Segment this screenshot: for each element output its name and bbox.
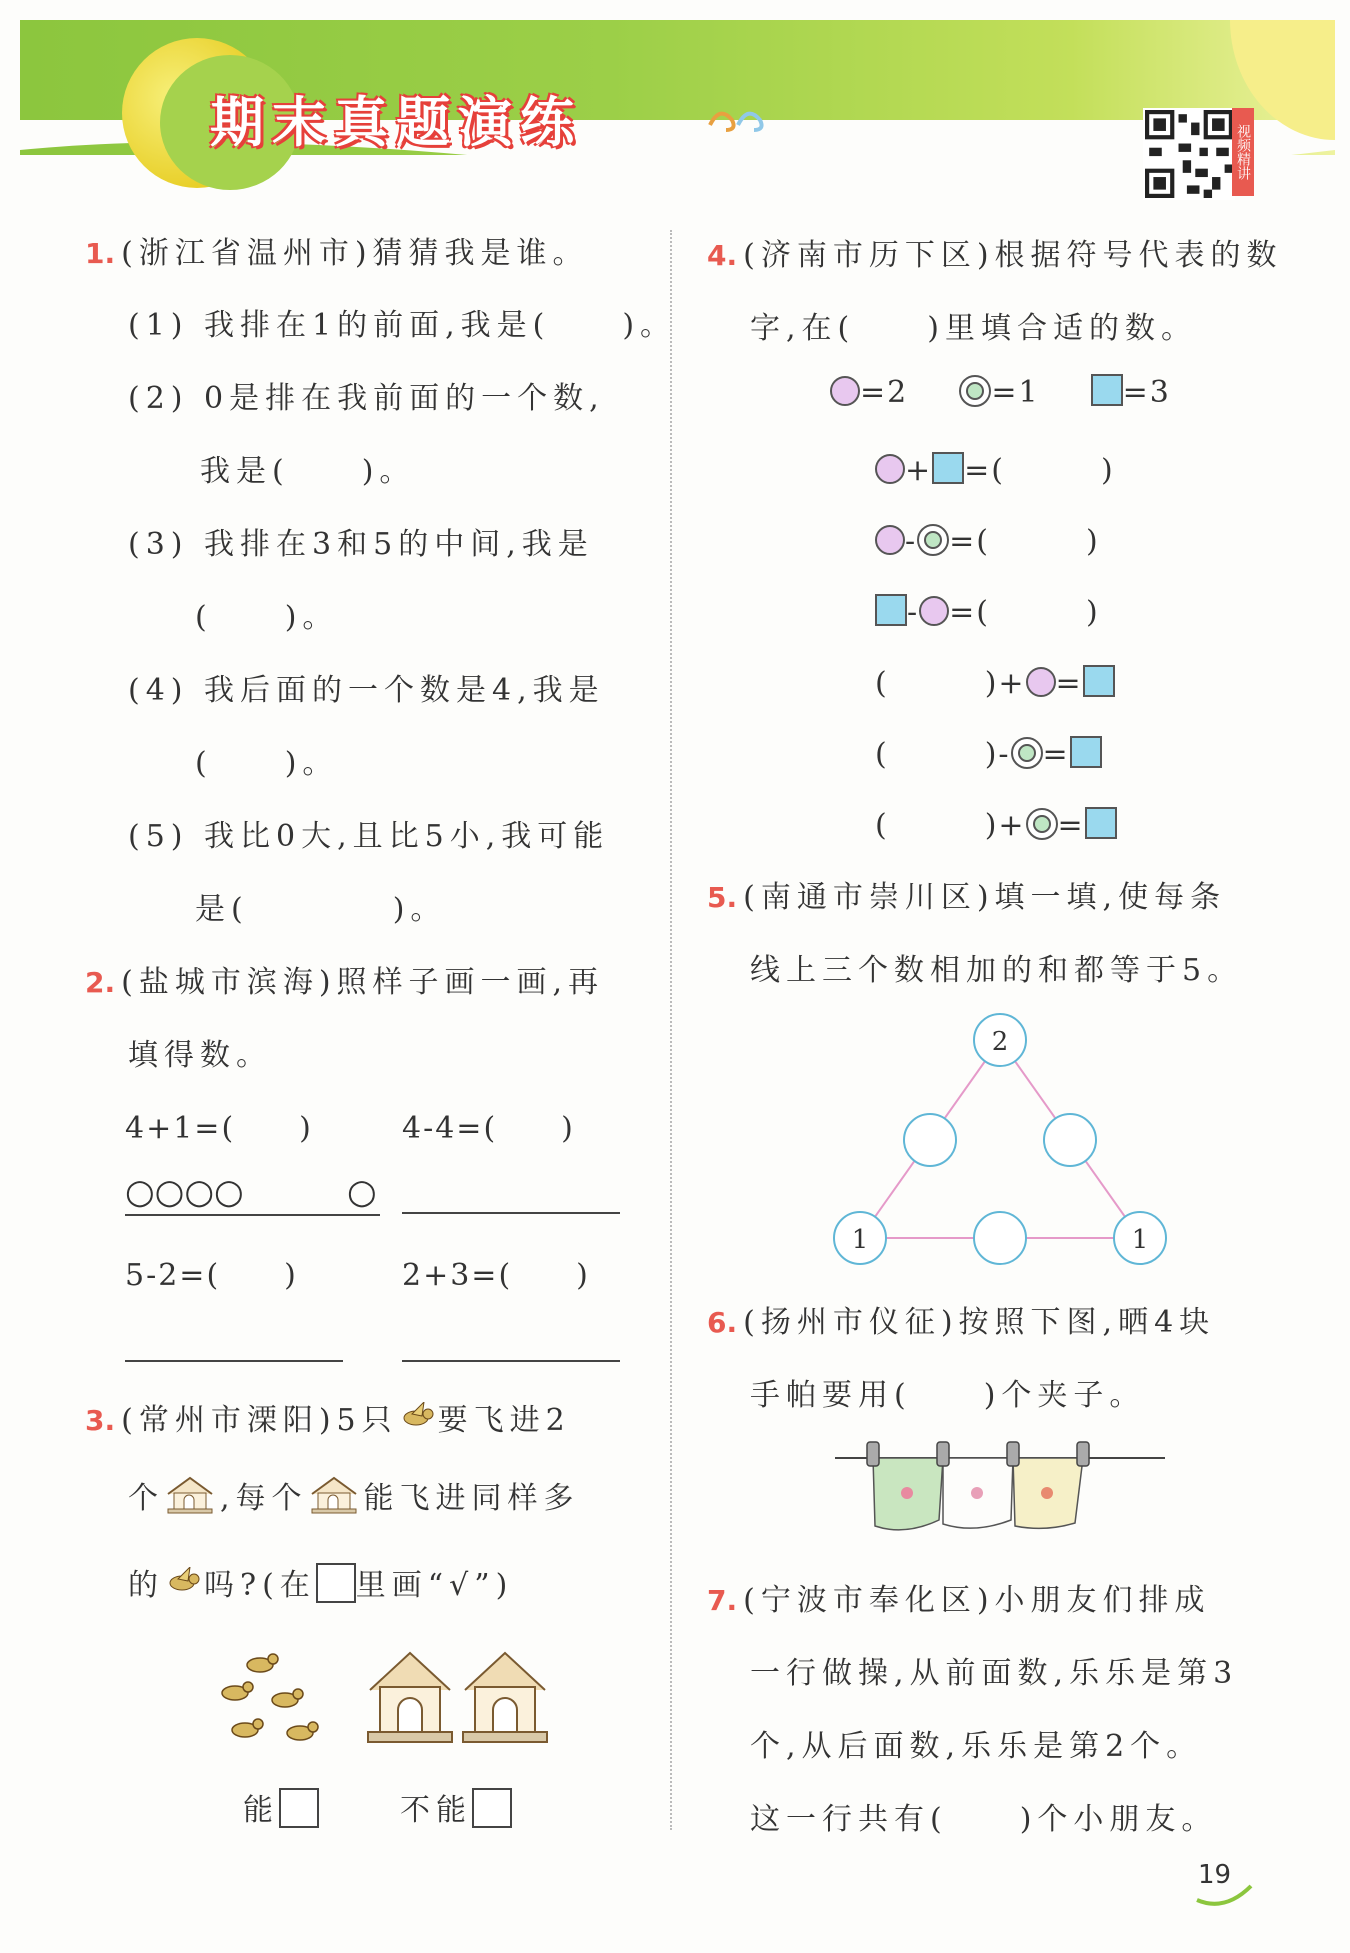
- square-symbol-icon: [1085, 807, 1117, 839]
- q3-yes-checkbox[interactable]: [279, 1788, 319, 1828]
- two-birdhouses-illustration: [365, 1645, 555, 1750]
- birdhouse-icon: [308, 1476, 364, 1522]
- q3-number: 3.: [85, 1404, 116, 1437]
- answer-box-sample: [316, 1563, 356, 1603]
- page-title: 期末真题演练: [210, 91, 582, 154]
- q7-line-1: [707, 1575, 1211, 1619]
- q1-item-2a: (2) 0是排在我前面的一个数,: [128, 381, 605, 416]
- flower-icon: [971, 1487, 983, 1499]
- q1-item-5a: (5) 我比0大,且比5小,我可能: [128, 819, 610, 854]
- q4-answer-5[interactable]: ( )-: [875, 737, 1011, 772]
- q4-stem-text: (济南市历下区)根据符号代表的数: [743, 238, 1283, 273]
- circle-symbol-icon: [875, 525, 905, 555]
- q4-row-5: [875, 729, 1102, 773]
- square-symbol-icon: [1070, 736, 1102, 768]
- page-number: 19: [1198, 1860, 1232, 1890]
- circle-symbol-icon: [830, 376, 860, 406]
- node-bottom-right-value: 1: [1131, 1225, 1149, 1255]
- q7-line-4: 这一行共有( )个小朋友。: [750, 1802, 1218, 1837]
- q4-row-4: [875, 658, 1115, 702]
- circle-symbol-icon: [919, 596, 949, 626]
- q3-no-label: 不能: [400, 1793, 472, 1828]
- double-circle-symbol-icon: [959, 375, 991, 407]
- q3-text-3a: 的: [128, 1568, 164, 1603]
- q1-item-2b: 我是( )。: [200, 454, 416, 489]
- q4-row-6: [875, 800, 1117, 844]
- circle-symbol-icon: [1026, 667, 1056, 697]
- q7-line-2: 一行做操,从前面数,乐乐是第3: [750, 1656, 1239, 1691]
- node-top-value: 2: [991, 1027, 1009, 1057]
- flower-icon: [1041, 1487, 1053, 1499]
- q3-text-2a: 个: [128, 1481, 164, 1516]
- q4-def-double-circle: =1: [991, 375, 1040, 410]
- q2-example-circles: ○○○○: [125, 1172, 244, 1212]
- q4-stem-1: [707, 230, 1283, 274]
- q6-stem-text: (扬州市仪征)按照下图,晒4块: [743, 1305, 1216, 1340]
- q2-draw-line-4[interactable]: [402, 1360, 620, 1362]
- q2-stem-2: 填得数。: [128, 1038, 272, 1073]
- q5-number: 5.: [707, 881, 738, 914]
- node-right-mid: [1044, 1114, 1096, 1166]
- q3-text-3c: 里画“√”): [355, 1568, 514, 1603]
- plus-sign: +: [905, 453, 933, 488]
- q1-stem: [85, 228, 589, 272]
- qr-video-tag: 视频精讲: [1232, 108, 1254, 196]
- clip-4: [1077, 1442, 1089, 1466]
- q6-stem-2: 手帕要用( )个夹子。: [750, 1378, 1146, 1413]
- q3-text-1b: 要飞进2: [437, 1403, 571, 1438]
- q2-example-drawing: [125, 1172, 380, 1216]
- q4-answer-6[interactable]: ( )+: [875, 808, 1026, 843]
- q4-row-2: [875, 516, 1100, 560]
- clip-3: [1007, 1442, 1019, 1466]
- q6-stem-1: [707, 1297, 1215, 1341]
- flower-icon: [901, 1487, 913, 1499]
- q5-stem-2: 线上三个数相加的和都等于5。: [750, 953, 1244, 988]
- square-symbol-icon: [1091, 374, 1123, 406]
- five-birds-illustration: [205, 1645, 325, 1755]
- circle-symbol-icon: [875, 454, 905, 484]
- equals-sign: =: [1042, 737, 1070, 772]
- double-circle-symbol-icon: [1026, 808, 1058, 840]
- q4-answer-1[interactable]: =( ): [964, 453, 1115, 488]
- q7-text-1: (宁波市奉化区)小朋友们排成: [743, 1583, 1211, 1618]
- double-circle-symbol-icon: [917, 524, 949, 556]
- q2-draw-line-2[interactable]: [402, 1212, 620, 1214]
- birdhouse-icon: [164, 1476, 220, 1522]
- q3-text-2b: ,每个: [220, 1481, 308, 1516]
- q2-draw-line-3[interactable]: [125, 1360, 343, 1362]
- q7-number: 7.: [707, 1584, 738, 1617]
- q1-item-3b: ( )。: [195, 600, 339, 635]
- q1-item-3a: (3) 我排在3和5的中间,我是: [128, 527, 594, 562]
- column-divider: [670, 230, 672, 1830]
- qr-code-icon[interactable]: [1143, 108, 1235, 200]
- q3-line-2: [128, 1473, 580, 1522]
- square-symbol-icon: [1083, 665, 1115, 697]
- q4-def-square: =3: [1122, 375, 1171, 410]
- q3-no-checkbox[interactable]: [472, 1788, 512, 1828]
- clip-1: [867, 1442, 879, 1466]
- q1-item-4b: ( )。: [195, 746, 339, 781]
- q3-line-3: [128, 1560, 513, 1604]
- q4-stem-2: 字,在( )里填合适的数。: [750, 311, 1197, 346]
- q2-eq-4: 2+3=( ): [402, 1258, 590, 1293]
- q3-line-1: [85, 1395, 571, 1439]
- node-bottom-left-value: 1: [851, 1225, 869, 1255]
- q4-number: 4.: [707, 239, 738, 272]
- q1-item-5b: 是( )。: [195, 892, 447, 927]
- q2-stem-1: [85, 957, 604, 1001]
- square-symbol-icon: [875, 594, 907, 626]
- q4-def-circle: =2: [860, 375, 909, 410]
- q7-line-3: 个,从后面数,乐乐是第2个。: [750, 1729, 1203, 1764]
- bird-icon: [398, 1402, 438, 1438]
- equals-sign: =: [1055, 666, 1083, 701]
- q2-stem-text: (盐城市滨海)照样子画一画,再: [121, 965, 605, 1000]
- q5-stem-text: (南通市崇川区)填一填,使每条: [743, 880, 1227, 915]
- q3-yes-label: 能: [243, 1793, 279, 1828]
- q4-definitions: [830, 374, 1171, 410]
- q2-eq-2: 4-4=( ): [402, 1111, 575, 1146]
- q2-number: 2.: [85, 966, 116, 999]
- q2-eq-3: 5-2=( ): [125, 1258, 298, 1293]
- double-circle-symbol-icon: [1011, 737, 1043, 769]
- q5-stem-1: [707, 872, 1226, 916]
- q1-stem-text: (浙江省温州市)猜猜我是谁。: [121, 236, 589, 271]
- q1-item-4a: (4) 我后面的一个数是4,我是: [128, 673, 605, 708]
- q4-row-3: [875, 587, 1100, 631]
- q4-answer-4[interactable]: ( )+: [875, 666, 1026, 701]
- q1-item-1: (1) 我排在1的前面,我是( )。: [128, 308, 677, 343]
- clothesline-handkerchiefs: [835, 1428, 1165, 1538]
- q3-text-1a: (常州市溧阳)5只: [121, 1403, 398, 1438]
- square-symbol-icon: [932, 452, 964, 484]
- q4-answer-2[interactable]: =( ): [949, 524, 1100, 559]
- minus-sign: -: [905, 524, 918, 559]
- q1-number: 1.: [85, 237, 116, 270]
- node-bottom-mid: [974, 1212, 1026, 1264]
- node-left-mid: [904, 1114, 956, 1166]
- q3-option-yes: [243, 1785, 319, 1829]
- q2-eq-1: 4+1=( ): [125, 1111, 313, 1146]
- q3-text-2c: 能飞进同样多: [363, 1481, 580, 1516]
- q4-row-1: [875, 445, 1115, 489]
- q3-text-3b: 吗?(在: [204, 1568, 316, 1603]
- clip-2: [937, 1442, 949, 1466]
- q4-answer-3[interactable]: =( ): [949, 595, 1100, 630]
- q2-example-crossed-circle: ○: [347, 1172, 377, 1212]
- number-triangle: [830, 1010, 1170, 1270]
- q6-number: 6.: [707, 1306, 738, 1339]
- page-number-swoosh: [1195, 1880, 1255, 1910]
- q3-option-no: [400, 1785, 512, 1829]
- bird-icon: [164, 1567, 204, 1603]
- swirl-icon: [700, 95, 780, 145]
- minus-sign: -: [907, 595, 920, 630]
- equals-sign: =: [1057, 808, 1085, 843]
